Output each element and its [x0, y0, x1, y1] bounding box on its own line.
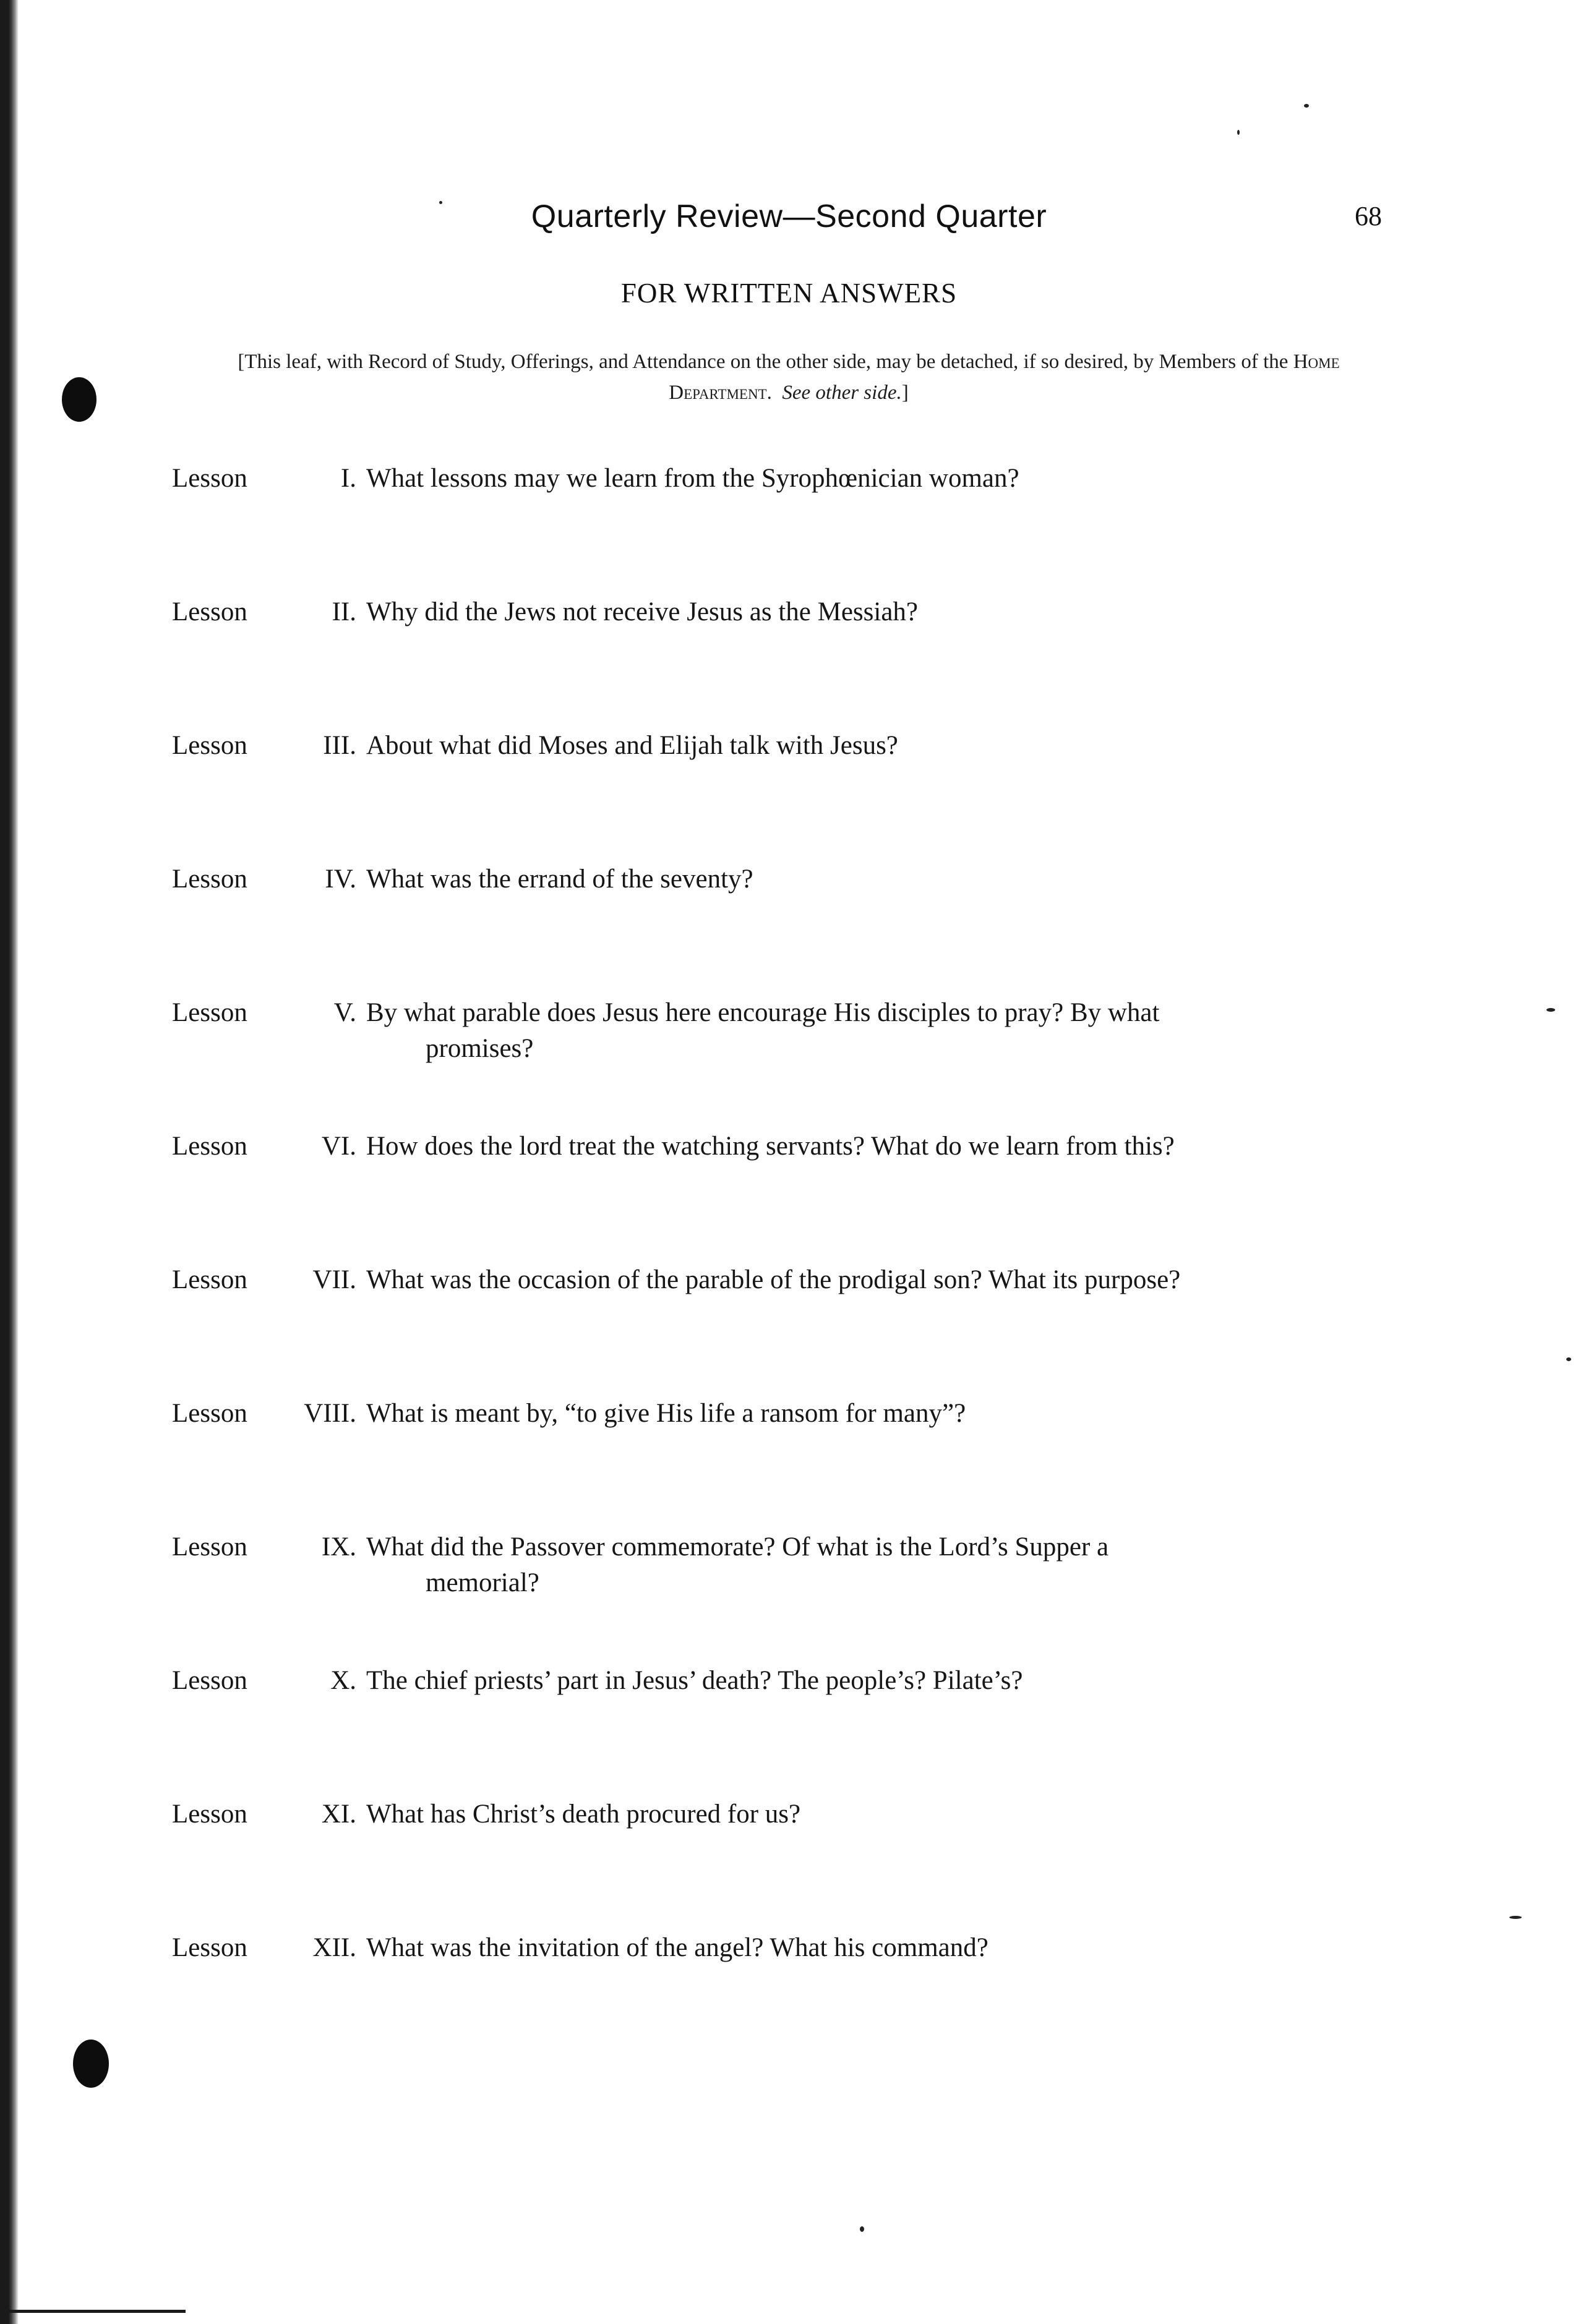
lesson-question: [172, 1396, 1397, 1529]
lesson-question: [172, 1796, 1397, 1930]
section-heading: FOR WRITTEN ANSWERS: [620, 278, 958, 309]
question-line: About what did Moses and Elijah talk with Jesus?: [366, 731, 898, 760]
page-header: [0, 198, 1578, 247]
lesson-question: [172, 1529, 1397, 1663]
question-line: How does the lord treat the watching servants? What do we learn from this?: [366, 1132, 1175, 1161]
scan-speck: [1546, 1008, 1555, 1012]
lesson-question-text: [359, 1930, 1397, 1966]
lesson-question-text: [359, 1796, 1397, 1832]
lesson-question-text: [359, 1529, 1397, 1601]
lesson-numeral: IV.: [325, 865, 356, 894]
scan-speck: [1509, 1916, 1522, 1919]
question-line: What was the errand of the seventy?: [366, 865, 753, 894]
question-line: What is meant by, “to give His life a ransom for many”?: [366, 1399, 966, 1428]
lesson-question-list: [172, 461, 1397, 2064]
lesson-question-text: [359, 1396, 1397, 1432]
lesson-label: Lesson: [172, 1800, 247, 1829]
lesson-numeral: X.: [330, 1666, 356, 1695]
lesson-numeral: VII.: [312, 1265, 356, 1294]
running-title: Quarterly Review—Second Quarter: [531, 199, 1047, 234]
lesson-numeral: IX.: [321, 1532, 356, 1561]
lesson-label: Lesson: [172, 1399, 247, 1428]
scan-speck: [1237, 130, 1240, 135]
lesson-question: [172, 1129, 1397, 1262]
question-line: What lessons may we learn from the Syrophœnician woman?: [366, 464, 1019, 493]
lesson-question-text: [359, 861, 1397, 897]
lesson-numeral: XII.: [312, 1933, 356, 1962]
scan-speck: [860, 2226, 864, 2232]
lesson-question: [172, 861, 1397, 995]
question-line: Why did the Jews not receive Jesus as the Messiah?: [366, 597, 919, 626]
scan-speck: [1304, 104, 1309, 108]
lesson-question: [172, 594, 1397, 728]
lesson-question-text: [359, 995, 1397, 1067]
lesson-numeral: VI.: [321, 1132, 356, 1161]
lesson-question: [172, 995, 1397, 1129]
lesson-question: [172, 728, 1397, 861]
lesson-question: [172, 1262, 1397, 1396]
lesson-numeral: V.: [333, 998, 356, 1027]
lesson-question-text: [359, 1262, 1397, 1298]
lesson-label: Lesson: [172, 1532, 247, 1561]
binding-edge: [0, 0, 19, 2324]
lesson-numeral: XI.: [321, 1800, 356, 1829]
lesson-question-text: [359, 1663, 1397, 1699]
question-line: By what parable does Jesus here encourage His disciples to pray? By what: [366, 998, 1160, 1027]
lesson-numeral: III.: [323, 731, 356, 760]
question-continuation: promises?: [426, 1034, 534, 1063]
punch-hole-bottom: [73, 2040, 109, 2088]
lesson-numeral: I.: [340, 464, 356, 493]
lesson-question: [172, 1663, 1397, 1796]
see-other-side: See other side.: [782, 382, 902, 404]
question-line: What has Christ’s death procured for us?: [366, 1800, 801, 1829]
punch-hole-top: [62, 377, 96, 422]
lesson-label: Lesson: [172, 865, 247, 894]
lesson-label: Lesson: [172, 1933, 247, 1962]
lesson-label: Lesson: [172, 1132, 247, 1161]
lesson-question-text: [359, 461, 1397, 497]
question-line: The chief priests’ part in Jesus’ death? The people’s? Pilate’s?: [366, 1666, 1023, 1695]
question-line: What did the Passover commemorate? Of what is the Lord’s Supper a: [366, 1532, 1109, 1561]
lesson-label: Lesson: [172, 597, 247, 626]
lesson-question: [172, 1930, 1397, 2064]
detach-note-text: [This leaf, with Record of Study, Offerings, and Attendance on the other side, may be detached, if so desired, by Members of the: [238, 351, 1289, 373]
question-line: What was the occasion of the parable of the prodigal son? What its purpose?: [366, 1265, 1181, 1294]
lesson-question-text: [359, 728, 1397, 764]
lesson-label: Lesson: [172, 1265, 247, 1294]
detach-note-punct: .: [766, 382, 772, 404]
question-line: What was the invitation of the angel? What his command?: [366, 1933, 988, 1962]
lesson-numeral: II.: [332, 597, 356, 626]
lesson-label: Lesson: [172, 1666, 247, 1695]
lesson-label: Lesson: [172, 998, 247, 1027]
detach-note: [192, 346, 1386, 408]
lesson-label: Lesson: [172, 464, 247, 493]
detach-note-close: ]: [901, 382, 909, 404]
lesson-numeral: VIII.: [304, 1399, 356, 1428]
question-continuation: memorial?: [426, 1568, 539, 1597]
home-department-label: Home Department: [669, 351, 1340, 404]
lesson-question-text: [359, 594, 1397, 630]
scan-speck: [1566, 1357, 1571, 1361]
page-number: 68: [1355, 201, 1382, 231]
lesson-question: [172, 461, 1397, 594]
binding-bottom-line: [0, 2310, 186, 2313]
lesson-label: Lesson: [172, 731, 247, 760]
lesson-question-text: [359, 1129, 1397, 1164]
